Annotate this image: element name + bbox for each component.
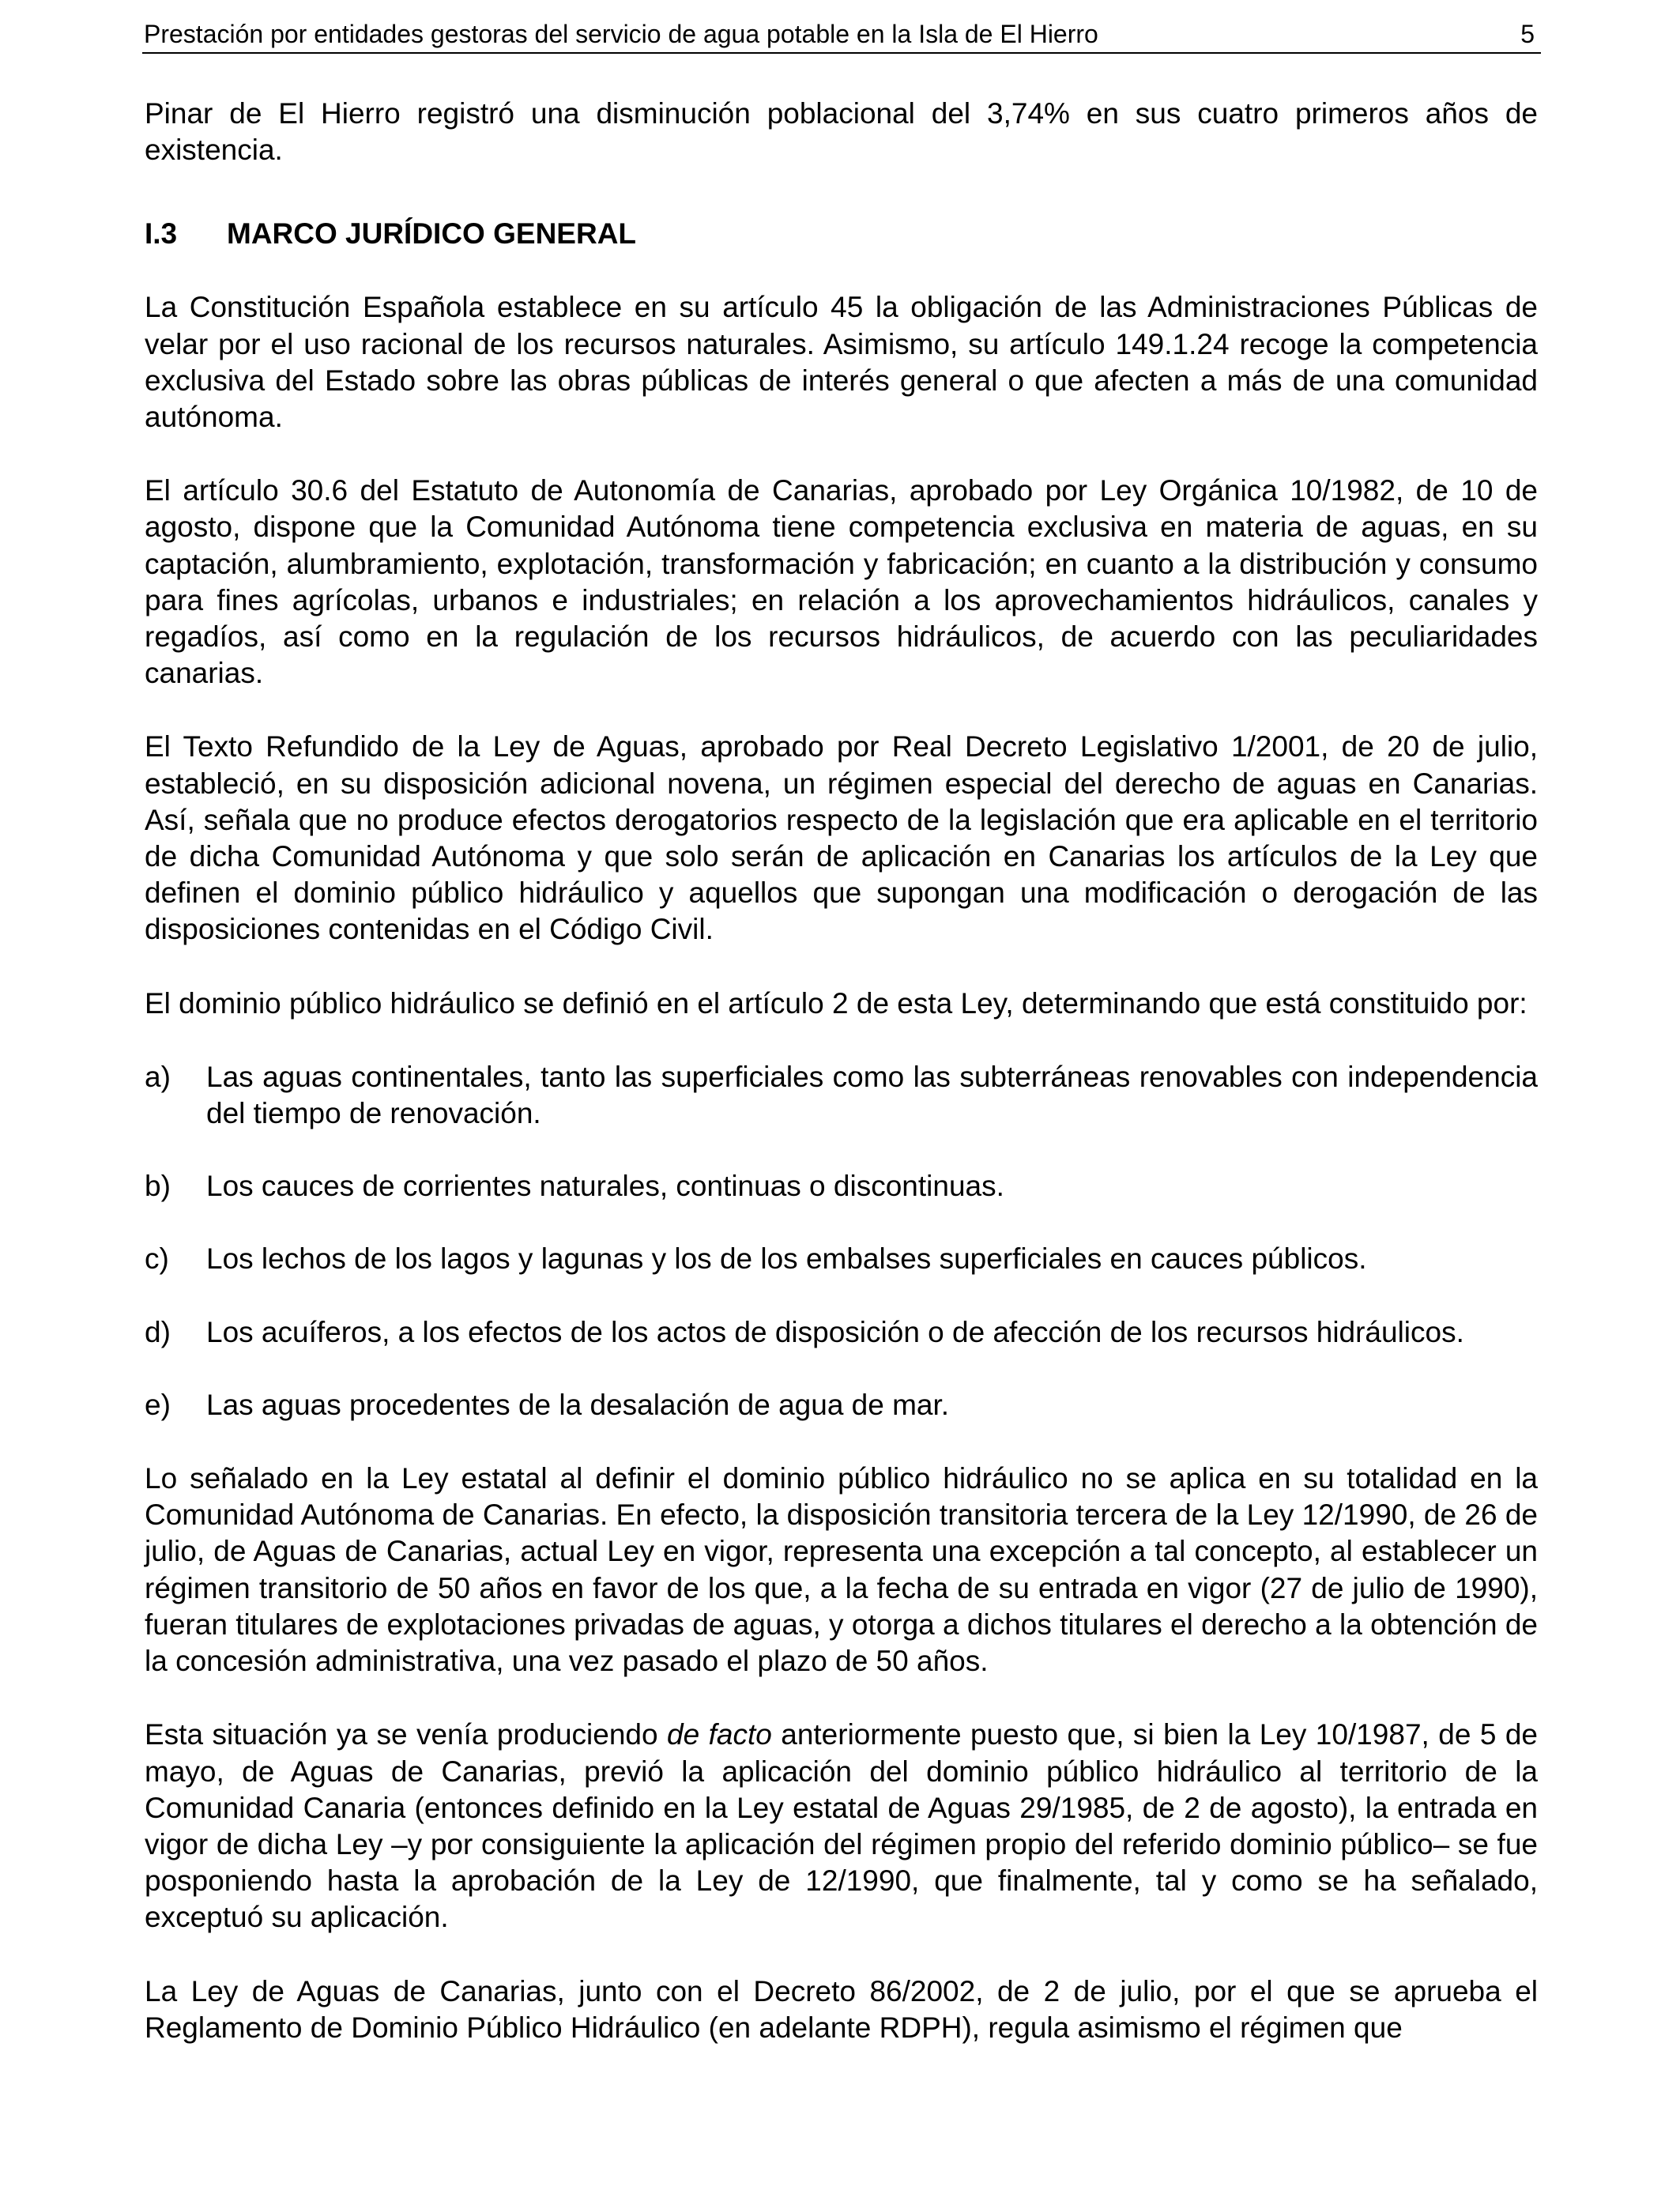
section-heading: [145, 216, 1538, 252]
page-number: 5: [1520, 20, 1535, 48]
section-number: I.3: [145, 217, 178, 251]
list-marker: a): [145, 1060, 171, 1093]
list-item-text: Las aguas procedentes de la desalación de agua de mar.: [206, 1388, 950, 1421]
list-marker: c): [145, 1242, 169, 1276]
paragraph-ley-estatal: Lo señalado en la Ley estatal al definir el dominio público hidráulico no se aplica en su totalidad en la Comunidad Autónoma de Canarias. En efecto, la disposición transitoria tercera de la Ley 12/1990, de 26 de julio, de Aguas de Canarias, actual Ley en vigor, representa una excepción a tal concepto, al establecer un régimen transitorio de 50 años en favor de los que, a la fecha de su entrada en vigor (27 de julio de 1990), fueran titulares de explotaciones privadas de aguas, y otorga a dichos titulares el derecho a la obtención de la concesión administrativa, una vez pasado el plazo de 50 años.: [145, 1462, 1538, 1678]
running-header: [142, 16, 1541, 54]
header-title: Prestación por entidades gestoras del servicio de agua potable en la Isla de El Hierro: [144, 20, 1098, 48]
list-item-text: Los lechos de los lagos y lagunas y los de los embalses superficiales en cauces públicos.: [206, 1242, 1367, 1276]
de-facto-after: anteriormente puesto que, si bien la Ley 10/1987, de 5 de mayo, de Aguas de Canarias, previó la aplicación del dominio público hidráulico al territorio de la Comunidad Canaria (entonces definido en la Ley estatal de Aguas 29/1985, de 2 de agosto), la entrada en vigor de dicha Ley –y por consiguiente la aplicación del régimen propio del referido dominio público– se fue posponiendo hasta la aprobación de la Ley de 12/1990, que finalmente, tal y como se ha señalado, exceptuó su aplicación.: [145, 1718, 1539, 1934]
list-item-text: Las aguas continentales, tanto las superficiales como las subterráneas renovables con independencia del tiempo de renovación.: [206, 1060, 1538, 1130]
list-item-text: Los acuíferos, a los efectos de los actos de disposición o de afección de los recursos hidráulicos.: [206, 1315, 1464, 1348]
paragraph-constitucion: La Constitución Española establece en su artículo 45 la obligación de las Administraciones Públicas de velar por el uso racional de los recursos naturales. Asimismo, su artículo 149.1.24 recoge la competencia exclusiva del Estado sobre las obras públicas de interés general o que afecten a más de una comunidad autónoma.: [145, 291, 1538, 434]
paragraph-estatuto: El artículo 30.6 del Estatuto de Autonomía de Canarias, aprobado por Ley Orgánica 10/1982, de 10 de agosto, dispone que la Comunidad Autónoma tiene competencia exclusiva en materia de aguas, en su captación, alumbramiento, explotación, transformación y fabricación; en cuanto a la distribución y consumo para fines agrícolas, urbanos e industriales; en relación a los aprovechamientos hidráulicos, canales y regadíos, así como en la regulación de los recursos hidráulicos, de acuerdo con las peculiaridades canarias.: [145, 474, 1538, 690]
intro-paragraph: Pinar de El Hierro registró una disminución poblacional del 3,74% en sus cuatro primeros años de existencia.: [145, 97, 1538, 167]
list-item: [145, 1241, 1538, 1277]
paragraph-texto-refundido: El Texto Refundido de la Ley de Aguas, aprobado por Real Decreto Legislativo 1/2001, de 20 de julio, estableció, en su disposición adicional novena, un régimen especial del derecho de aguas en Canarias. Así, señala que no produce efectos derogatorios respecto de la legislación que era aplicable en el territorio de dicha Comunidad Autónoma y que solo serán de aplicación en Canarias los artículos de la Ley que definen el dominio público hidráulico y aquellos que supongan una modificación o derogación de las disposiciones contenidas en el Código Civil.: [145, 730, 1538, 946]
document-body: [145, 96, 1538, 2046]
list-marker: d): [145, 1315, 171, 1348]
de-facto-italic: de facto: [667, 1718, 772, 1751]
dominio-list: [145, 1059, 1538, 1423]
paragraph-de-facto: [145, 1717, 1538, 1936]
de-facto-before: Esta situación ya se venía produciendo: [145, 1718, 667, 1751]
list-item: [145, 1314, 1538, 1351]
list-item: [145, 1387, 1538, 1423]
paragraph-rdph: La Ley de Aguas de Canarias, junto con el Decreto 86/2002, de 2 de julio, por el que se aprueba el Reglamento de Dominio Público Hidráulico (en adelante RDPH), regula asimismo el régimen que: [145, 1974, 1538, 2044]
section-title: MARCO JURÍDICO GENERAL: [227, 217, 637, 251]
list-item-text: Los cauces de corrientes naturales, continuas o discontinuas.: [206, 1170, 1004, 1203]
list-item: [145, 1168, 1538, 1204]
paragraph-dominio-publico: El dominio público hidráulico se definió en el artículo 2 de esta Ley, determinando que está constituido por:: [145, 986, 1527, 1020]
list-marker: b): [145, 1170, 171, 1203]
list-item: [145, 1059, 1538, 1132]
list-marker: e): [145, 1388, 171, 1421]
